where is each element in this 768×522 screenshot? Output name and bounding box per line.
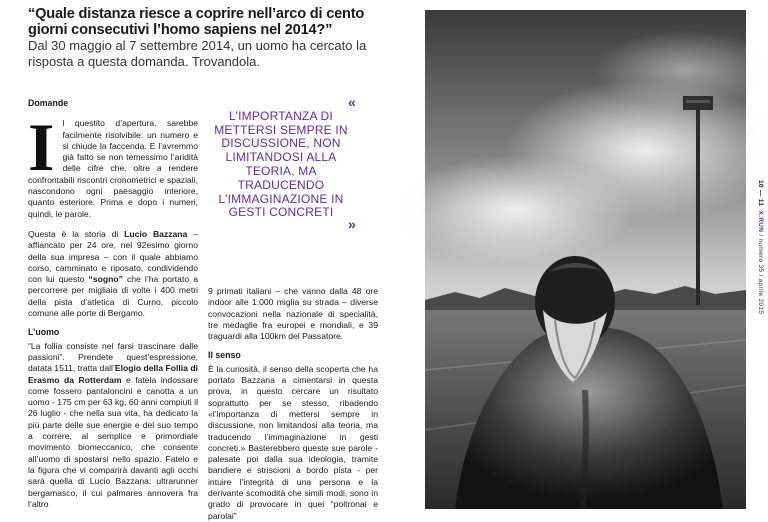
section-heading-domande: Domande <box>28 98 69 108</box>
drop-cap: I <box>28 109 55 186</box>
quote-open-mark: « <box>348 94 356 110</box>
body-column-1 <box>28 98 198 510</box>
section-heading-senso: Il senso <box>208 350 241 361</box>
paragraph-story: Questa è la storia di Lucio Bazzana – affiancato per 24 ore, nel 92esimo giorno della sua impresa – con il quale abbiamo corso, camminato e riposato, condividendo con lui questo “sogno” che l’ha portato a percorrere per migliaia di volte i 400 metri della pista d’atletica di Curno, piccolo comune alle porte di Bergamo. <box>28 228 198 319</box>
runner-photo <box>425 10 746 509</box>
book-title: Elogio della Follia di Erasmo da Rotterdam <box>28 363 198 385</box>
folio-text: 10 — 11 X.RUN / numero 35 / aprile 2015 <box>757 180 764 315</box>
headline: “Quale distanza riesce a coprire nell’arco di cento giorni consecutivi l’homo sapiens nel 2014?” <box>28 6 365 38</box>
folio <box>752 180 766 380</box>
quote-close-mark: » <box>348 216 356 233</box>
body-column-2 <box>208 286 378 522</box>
paragraph-intro: Il questito d’apertura, sarebbe facilmente risolvibile: un numero e si chiude la faccenda. E l’avremmo già fatto se non temessimo l’aridità delle cifre che, oltre a rendere confrontabili riscontri cronometrici e spaziali, nascondono ogni paesaggio interiore, quanto esteriore. Prima e dopo i numeri, quindi, le parole. <box>28 109 198 219</box>
paragraph-uomo: “La follia consiste nel farsi trascinare dalle passioni”. Prendete quest’espressione, datata 1511, tratta dall’Elogio della Follia di Erasmo da Rotterdam e fatela indossare come fossero pantaloncini e canotta a un uomo - 175 cm per 63 kg, 60 anni compiuti il 26 luglio - che nella sua vita, ha dedicato la più parte delle sue energie e del suo tempo a correre, al semplice e primordiale movimento biomeccanico, che consente all’uomo di spostarsi nello spazio. Fatelo e la figura che vi comparirà davanti agli occhi sarà quella di Lucio Bazzana: ultrarunner bergamasco, il cui palmares annovera fra l’altro <box>28 340 198 509</box>
standfirst: Dal 30 maggio al 7 settembre 2014, un uomo ha cercato la risposta a questa domanda. Trovandola. <box>28 38 367 69</box>
person-name: Lucio Bazzana <box>124 228 188 239</box>
paragraph-palmares: 9 primati italiani – che vanno dalla 48 ore indoor alle 1.000 miglia su strada – diverse convocazioni nella nazionale di specialità, tre medaglie fra europei e mondiali, e 39 traguardi alla 100km del Passatore. <box>208 286 378 342</box>
pull-quote <box>206 96 356 232</box>
section-heading-uomo: L’uomo <box>28 327 60 338</box>
paragraph-senso: È la curiosità, il senso della scoperta che ha portato Bazzana a cimentarsi in questa prova, in questo cercare un risultato soprattutto per se stesso, ribadendo «l’importanza di mettersi sempre in discussione, non limitandosi alla teoria, ma traducendo l’immaginazione in gesti concreti.» Basterebbero queste sue parole - palesate poi dalla sua ideologia, tramite bandiere e striscioni a bordo pista - per intuire l’integrità di una persona e la derivante scomodità che simili modi, sono in grado di provocare in quei “poltronai e parolai” <box>208 363 378 521</box>
brand-logo: X.RUN <box>757 210 764 233</box>
pull-quote-text: L’IMPORTANZA DI METTERSI SEMPRE IN DISCUSSIONE, NON LIMITANDOSI ALLA TEORIA, MA TRADUCENDO L’IMMAGINAZIONE IN GESTI CONCRETI <box>214 108 348 220</box>
